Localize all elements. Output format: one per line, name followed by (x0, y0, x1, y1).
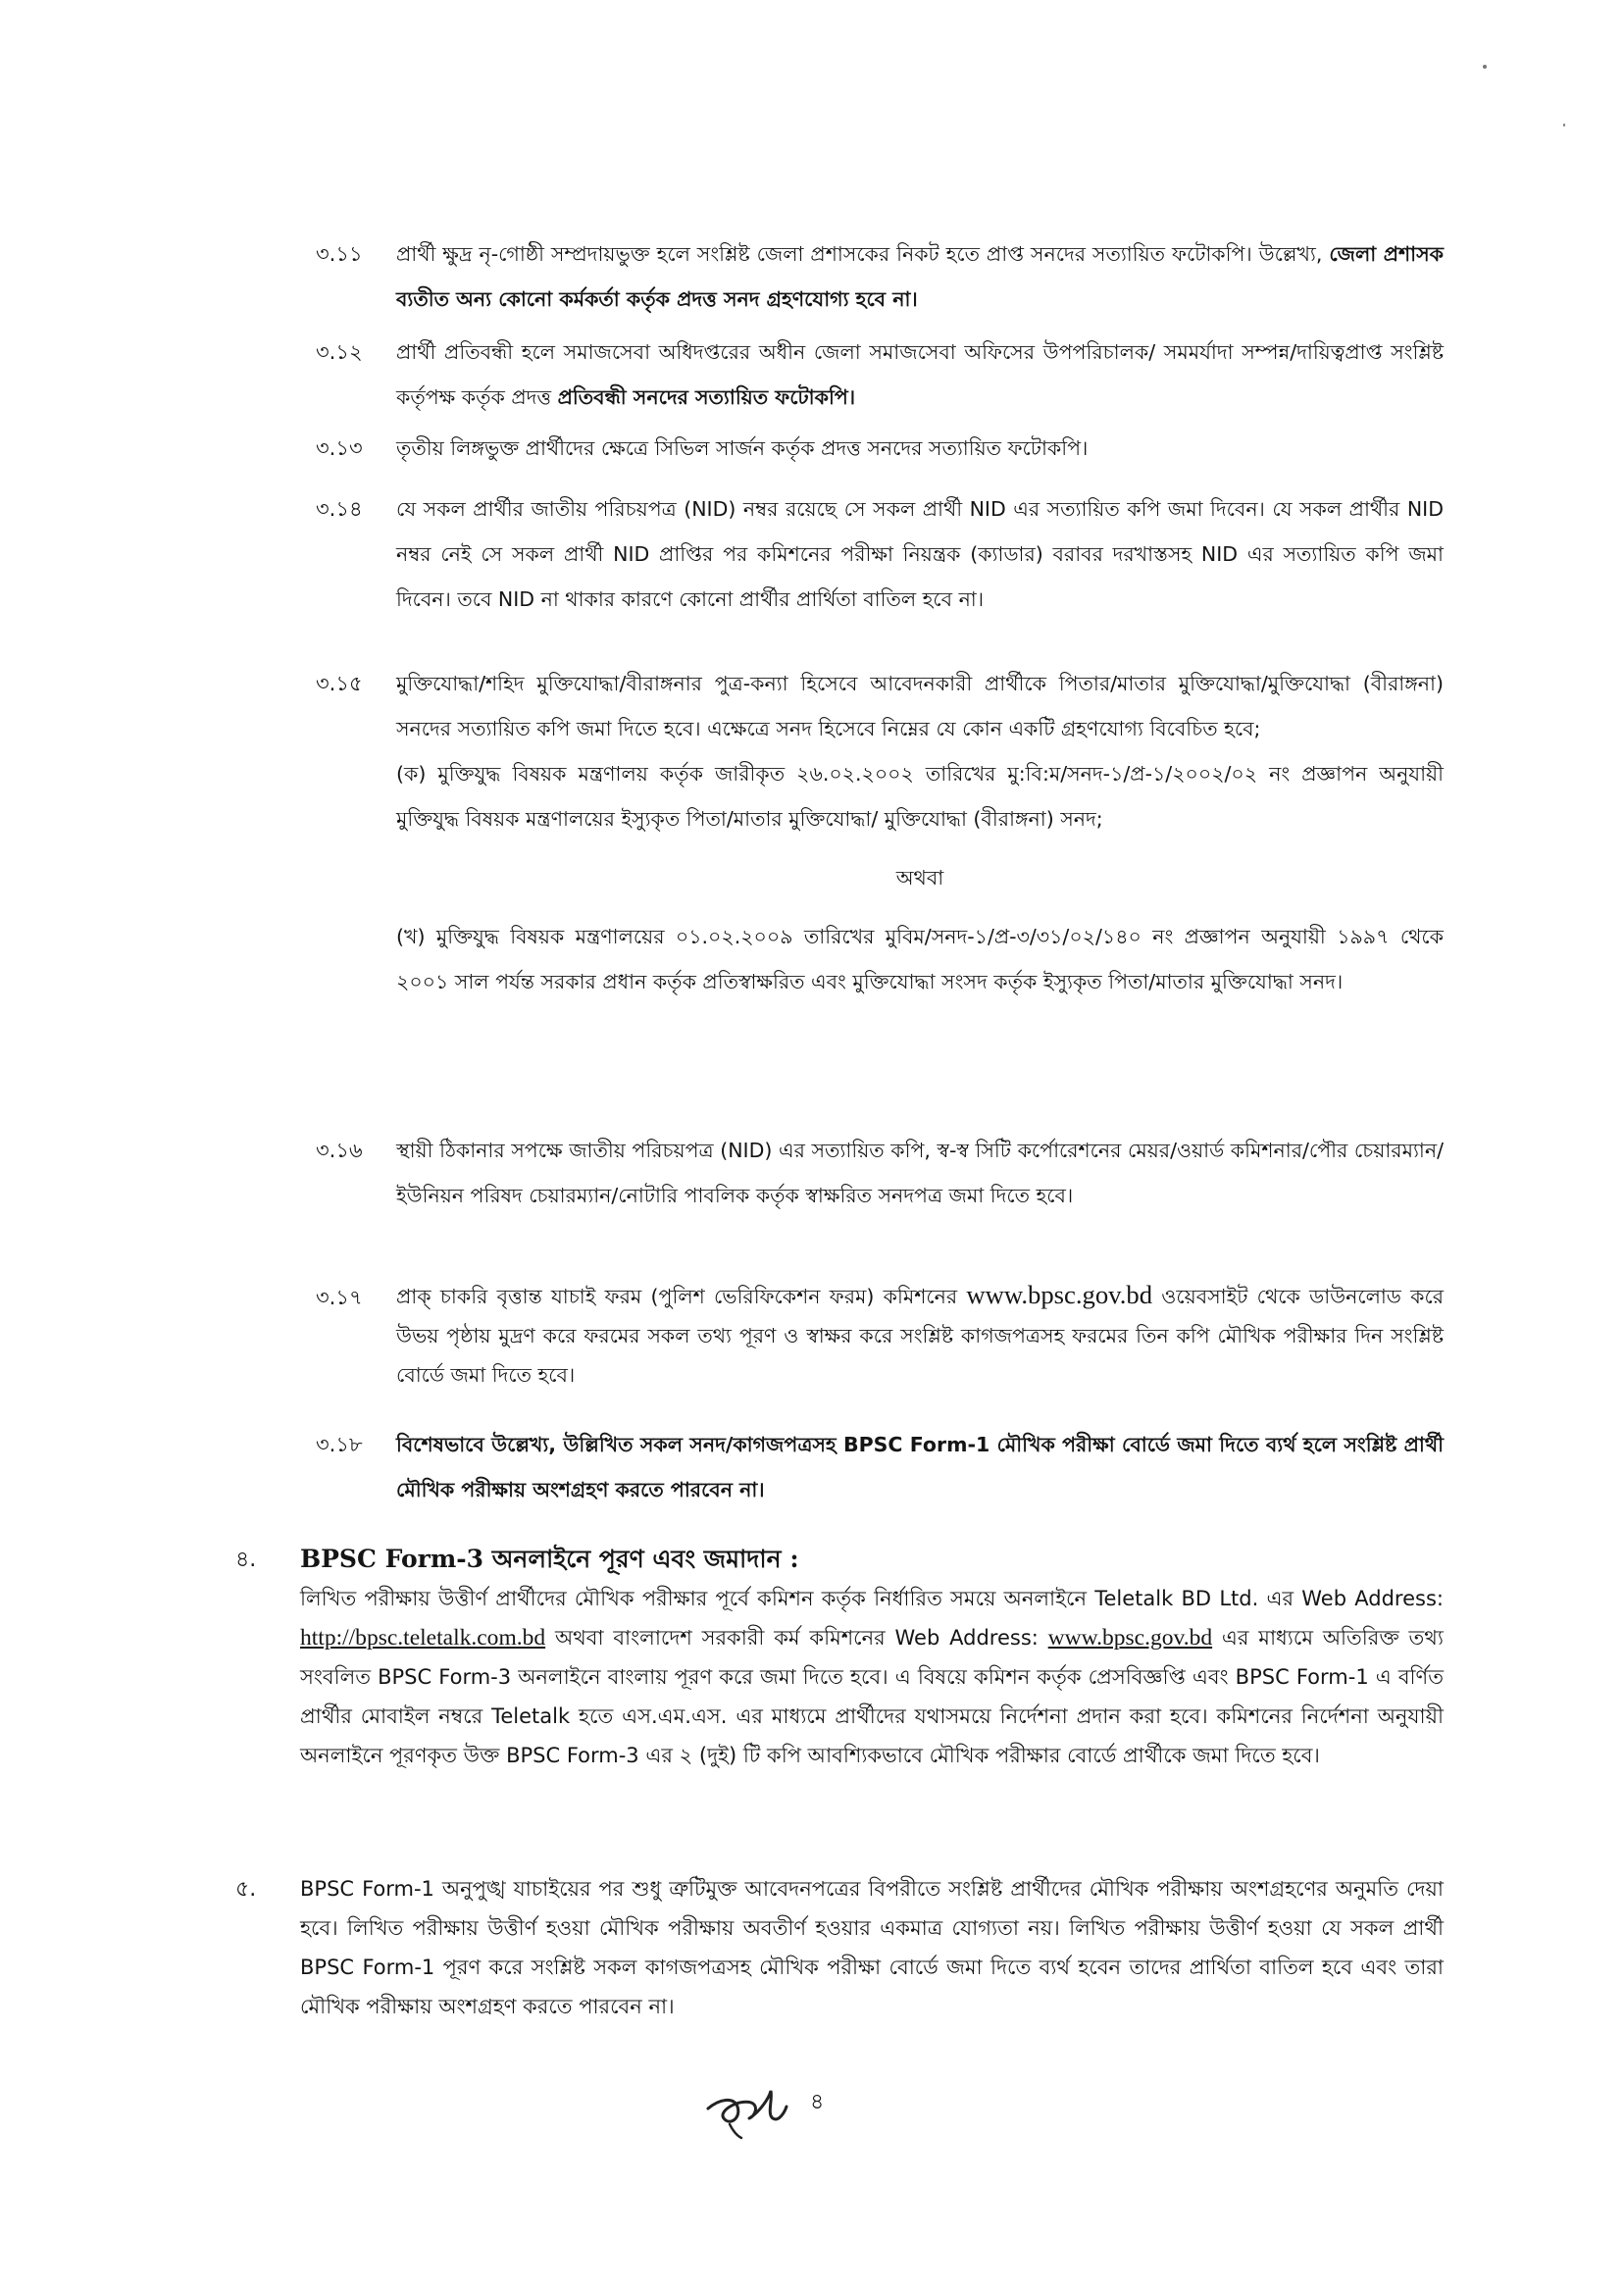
section-body (300, 1579, 1444, 1775)
clause-emphasis: জেলা প্রশাসক ব্যতীত অন্য কোনো কর্মকর্তা কর্তৃক প্রদত্ত সনদ গ্রহণযোগ্য হবে না। (396, 242, 1444, 311)
sub-item-kha: (খ) মুক্তিযুদ্ধ বিষয়ক মন্ত্রণালয়ের ০১.০২.২০০৯ তারিখের মুবিম/সনদ-১/প্র-৩/৩১/০২/১৪০ নং প্রজ্ঞাপন অনুযায়ী ১৯৯৭ থেকে ২০০১ সাল পর্যন্ত সরকার প্রধান কর্তৃক প্রতিস্বাক্ষরিত এবং মুক্তিযোদ্ধা সংসদ কর্তৃক ইস্যুকৃত পিতা/মাতার মুক্তিযোদ্ধা সনদ। (396, 925, 1444, 993)
clause-body-continued: ওয়েবসাইট থেকে ডাউনলোড করে উভয় পৃষ্ঠায় মুদ্রণ করে ফরমের সকল তথ্য পূরণ ও স্বাক্ষর করে সংশ্লিষ্ট কাগজপত্রসহ ফরমের তিন কপি মৌখিক পরীক্ষার দিন সংশ্লিষ্ট বোর্ডে জমা দিতে হবে। (396, 1285, 1444, 1387)
clause-number: ৩.১৬ (316, 1139, 363, 1162)
clause-body: প্রাক্ চাকরি বৃত্তান্ত যাচাই ফরম (পুলিশ ভেরিফিকেশন ফরম) কমিশনের (396, 1285, 967, 1308)
section-body-part: অথবা বাংলাদেশ সরকারী কর্ম কমিশনের Web Address: (545, 1626, 1048, 1650)
clause-text (396, 661, 1444, 1004)
clause-number: ৩.১৮ (316, 1433, 363, 1456)
section-number: ৫. (235, 1877, 257, 1902)
clause-3-11 (316, 231, 1444, 322)
section-4 (235, 1540, 1444, 1775)
sub-item-ka: (ক) মুক্তিযুদ্ধ বিষয়ক মন্ত্রণালয় কর্তৃক জারীকৃত ২৬.০২.২০০২ তারিখের মু:বি:ম/সনদ-১/প্র-১/২০০২/০২ নং প্রজ্ঞাপন অনুযায়ী মুক্তিযুদ্ধ বিষয়ক মন্ত্রণালয়ের ইস্যুকৃত পিতা/মাতার মুক্তিযোদ্ধা/ মুক্তিযোদ্ধা (বীরাঙ্গনা) সনদ; (396, 762, 1444, 831)
section-text (300, 1540, 1444, 1775)
scan-speck (1483, 65, 1487, 69)
clause-number: ৩.১১ (316, 242, 363, 266)
clause-body: মুক্তিযোদ্ধা/শহিদ মুক্তিযোদ্ধা/বীরাঙ্গনার পুত্র-কন্যা হিসেবে আবেদনকারী প্রার্থীকে পিতার/মাতার মুক্তিযোদ্ধা/মুক্তিযোদ্ধা (বীরাঙ্গনা) সনদের সত্যায়িত কপি জমা দিতে হবে। এক্ষেত্রে সনদ হিসেবে নিম্নের যে কোন একটি গ্রহণযোগ্য বিবেচিত হবে; (396, 672, 1444, 740)
clause-text: যে সকল প্রার্থীর জাতীয় পরিচয়পত্র (NID) নম্বর রয়েছে সে সকল প্রার্থী NID এর সত্যায়িত কপি জমা দিবেন। যে সকল প্রার্থীর NID নম্বর নেই সে সকল প্রার্থী NID প্রাপ্তির পর কমিশনের পরীক্ষা নিয়ন্ত্রক (ক্যাডার) বরাবর দরখাস্তসহ NID এর সত্যায়িত কপি জমা দিবেন। তবে NID না থাকার কারণে কোনো প্রার্থীর প্রার্থিতা বাতিল হবে না। (396, 497, 1444, 611)
clause-text (396, 1275, 1444, 1395)
page-number: ৪ (810, 2089, 825, 2113)
section-body-part: এর মাধ্যমে অতিরিক্ত তথ্য সংবলিত BPSC Form-3 অনলাইনে বাংলায় পূরণ করে জমা দিতে হবে। এ বিষয়ে কমিশন কর্তৃক প্রেসবিজ্ঞপ্তি এবং BPSC Form-1 এ বর্ণিত প্রার্থীর মোবাইল নম্বরে Teletalk হতে এস.এম.এস. এর মাধ্যমে প্রার্থীদের যথাসময়ে নির্দেশনা প্রদান করা হবে। কমিশনের নির্দেশনা অনুযায়ী অনলাইনে পূরণকৃত উক্ত BPSC Form-3 এর ২ (দুই) টি কপি আবশ্যিকভাবে মৌখিক পরীক্ষার বোর্ডে প্রার্থীকে জমা দিতে হবে। (300, 1626, 1444, 1767)
clause-body: প্রার্থী প্রতিবন্ধী হলে সমাজসেবা অধিদপ্তরের অধীন জেলা সমাজসেবা অফিসের উপপরিচালক/ সমমর্যাদা সম্পন্ন/দায়িত্বপ্রাপ্ত সংশ্লিষ্ট কর্তৃপক্ষ কর্তৃক প্রদত্ত (396, 340, 1444, 409)
clause-3-16 (316, 1128, 1444, 1218)
clause-3-18 (316, 1422, 1444, 1512)
clause-number: ৩.১৫ (316, 672, 363, 695)
clause-emphasis: প্রতিবন্ধী সনদের সত্যায়িত ফটোকপি। (557, 385, 856, 409)
clause-text: বিশেষভাবে উল্লেখ্য, উল্লিখিত সকল সনদ/কাগজপত্রসহ BPSC Form-1 মৌখিক পরীক্ষা বোর্ডে জমা দিতে ব্যর্থ হলে সংশ্লিষ্ট প্রার্থী মৌখিক পরীক্ষায় অংশগ্রহণ করতে পারবেন না। (396, 1433, 1444, 1501)
or-separator: অথবা (895, 866, 944, 889)
clause-3-14 (316, 486, 1444, 622)
clause-number: ৩.১৩ (316, 436, 363, 460)
clause-3-15 (316, 661, 1444, 1004)
clause-text (396, 231, 1444, 322)
section-body-part: লিখিত পরীক্ষায় উত্তীর্ণ প্রার্থীদের মৌখিক পরীক্ষার পূর্বে কমিশন কর্তৃক নির্ধারিত সময়ে অনলাইনে Teletalk BD Ltd. এর Web Address: (300, 1587, 1444, 1610)
teletalk-link[interactable]: http://bpsc.teletalk.com.bd (300, 1625, 546, 1651)
clause-text (396, 330, 1444, 420)
clause-number: ৩.১৪ (316, 497, 363, 521)
section-5 (235, 1869, 1444, 2026)
section-number: ৪. (235, 1548, 257, 1572)
clause-3-13 (316, 426, 1444, 471)
clause-body: প্রার্থী ক্ষুদ্র নৃ-গোষ্ঠী সম্প্রদায়ভুক্ত হলে সংশ্লিষ্ট জেলা প্রশাসকের নিকট হতে প্রাপ্ত সনদের সত্যায়িত ফটোকপি। উল্লেখ্য, (396, 242, 1330, 266)
section-title: BPSC Form-3 অনলাইনে পূরণ এবং জমাদান : (300, 1545, 799, 1573)
bpsc-link[interactable]: www.bpsc.gov.bd (1047, 1625, 1213, 1651)
clause-number: ৩.১৭ (316, 1286, 363, 1309)
section-text: BPSC Form-1 অনুপুঙ্খ যাচাইয়ের পর শুধু ত্রুটিমুক্ত আবেদনপত্রের বিপরীতে সংশ্লিষ্ট প্রার্থীদের মৌখিক পরীক্ষায় অংশগ্রহণের অনুমতি দেয়া হবে। লিখিত পরীক্ষায় উত্তীর্ণ হওয়া মৌখিক পরীক্ষায় অবতীর্ণ হওয়ার একমাত্র যোগ্যতা নয়। লিখিত পরীক্ষায় উত্তীর্ণ হওয়া যে সকল প্রার্থী BPSC Form-1 পূরণ করে সংশ্লিষ্ট সকল কাগজপত্রসহ মৌখিক পরীক্ষা বোর্ডে জমা দিতে ব্যর্থ হবেন তাদের প্রার্থিতা বাতিল হবে এবং তারা মৌখিক পরীক্ষায় অংশগ্রহণ করতে পারবেন না। (300, 1877, 1444, 2018)
bpsc-website-link[interactable]: www.bpsc.gov.bd (966, 1280, 1153, 1309)
clause-text: তৃতীয় লিঙ্গভুক্ত প্রার্থীদের ক্ষেত্রে সিভিল সার্জন কর্তৃক প্রদত্ত সনদের সত্যায়িত ফটোকপি। (396, 436, 1089, 460)
clause-3-17 (316, 1275, 1444, 1395)
clause-text: স্থায়ী ঠিকানার সপক্ষে জাতীয় পরিচয়পত্র (NID) এর সত্যায়িত কপি, স্ব-স্ব সিটি কর্পোরেশনের মেয়র/ওয়ার্ড কমিশনার/পৌর চেয়ারম্যান/ইউনিয়ন পরিষদ চেয়ারম্যান/নোটারি পাবলিক কর্তৃক স্বাক্ষরিত সনদপত্র জমা দিতে হবে। (396, 1139, 1444, 1207)
clause-number: ৩.১২ (316, 340, 363, 364)
scan-speck (1563, 124, 1565, 127)
clause-3-12 (316, 330, 1444, 420)
signature-icon (700, 2069, 794, 2140)
